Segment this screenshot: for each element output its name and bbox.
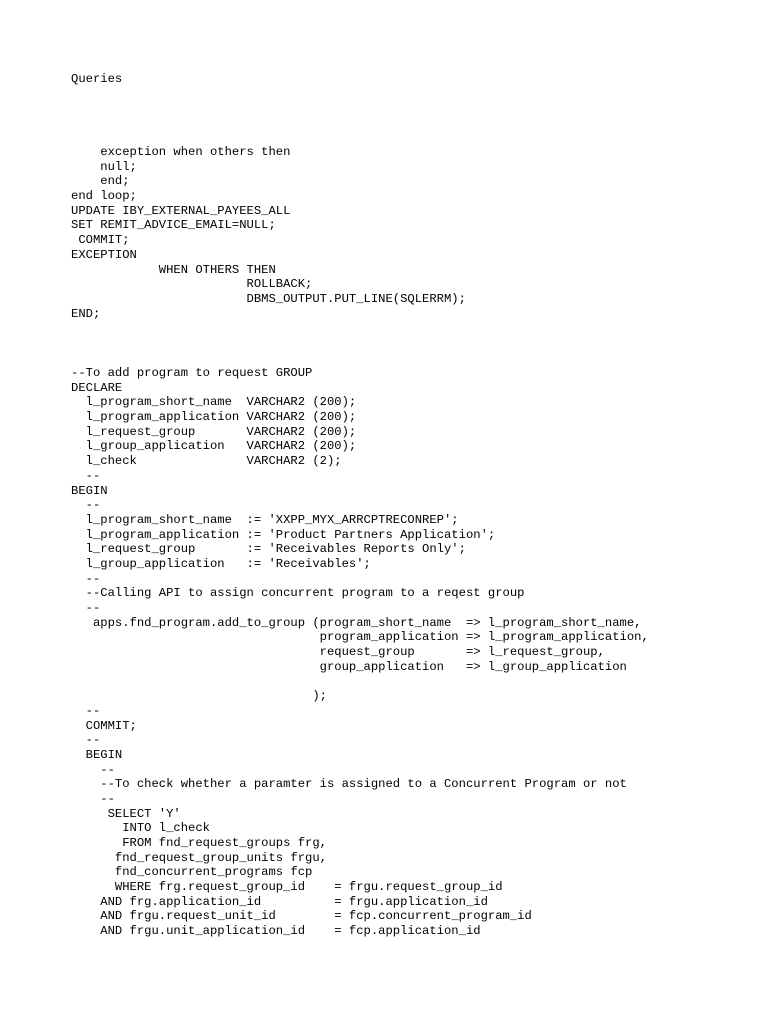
code-line: -- [71,571,101,586]
document-heading: Queries [71,72,123,86]
code-line: l_request_group := 'Receivables Reports Only'; [71,542,466,557]
code-line: program_application => l_program_application, [71,630,649,645]
code-line: l_check VARCHAR2 (2); [71,454,342,469]
code-line: end; [71,174,130,189]
code-block-exception-handler [71,145,466,321]
code-line: exception when others then [71,145,291,159]
code-line: --To check whether a paramter is assigned to a Concurrent Program or not [71,777,627,792]
code-line: BEGIN [71,483,108,498]
code-line: EXCEPTION [71,247,137,262]
code-line: group_application => l_group_application [71,659,627,674]
code-line: WHEN OTHERS THEN [71,262,276,277]
code-line: l_program_short_name := 'XXPP_MYX_ARRCPTRECONREP'; [71,512,459,527]
code-line: -- [71,733,101,748]
code-line: AND frg.application_id = frgu.application_id [71,894,488,909]
code-line: -- [71,468,101,483]
code-line: ); [71,689,327,704]
code-line: FROM fnd_request_groups frg, [71,836,327,850]
code-line: COMMIT; [71,233,130,248]
code-line: -- [71,498,101,513]
code-line: ROLLBACK; [71,277,313,292]
code-line: null; [71,159,137,174]
code-line: l_program_short_name VARCHAR2 (200); [71,395,357,410]
code-line: DECLARE [71,380,123,395]
code-line: l_program_application VARCHAR2 (200); [71,410,357,425]
code-line: apps.fnd_program.add_to_group (program_short_name => l_program_short_name, [71,615,642,630]
code-line: fnd_request_group_units frgu, [71,850,327,865]
code-line: --To add program to request GROUP [71,366,313,380]
code-line: -- [71,601,101,615]
code-line: END; [71,306,101,321]
code-line: end loop; [71,189,137,204]
code-line: request_group => l_request_group, [71,645,605,660]
code-line: -- [71,762,115,777]
code-line: COMMIT; [71,718,137,733]
code-line: l_group_application VARCHAR2 (200); [71,439,357,454]
code-line: l_request_group VARCHAR2 (200); [71,424,357,439]
code-line: AND frgu.request_unit_id = fcp.concurrent_program_id [71,909,532,924]
code-line: --Calling API to assign concurrent program to a reqest group [71,586,525,601]
code-line: fnd_concurrent_programs fcp [71,865,313,880]
code-line: WHERE frg.request_group_id = frgu.request_group_id [71,880,503,895]
code-line: -- [71,791,115,806]
code-line: -- [71,703,101,718]
code-line: UPDATE IBY_EXTERNAL_PAYEES_ALL [71,203,291,218]
code-line: AND frgu.unit_application_id = fcp.application_id [71,924,481,939]
code-line: l_group_application := 'Receivables'; [71,556,371,571]
code-line: INTO l_check [71,821,210,836]
code-line: SELECT 'Y' [71,806,181,821]
code-line: l_program_application := 'Product Partners Application'; [71,527,496,542]
code-line: DBMS_OUTPUT.PUT_LINE(SQLERRM); [71,291,466,306]
code-block-add-program-to-group [71,366,649,939]
code-line [71,674,649,689]
code-line: SET REMIT_ADVICE_EMAIL=NULL; [71,218,276,233]
code-line: BEGIN [71,747,123,762]
